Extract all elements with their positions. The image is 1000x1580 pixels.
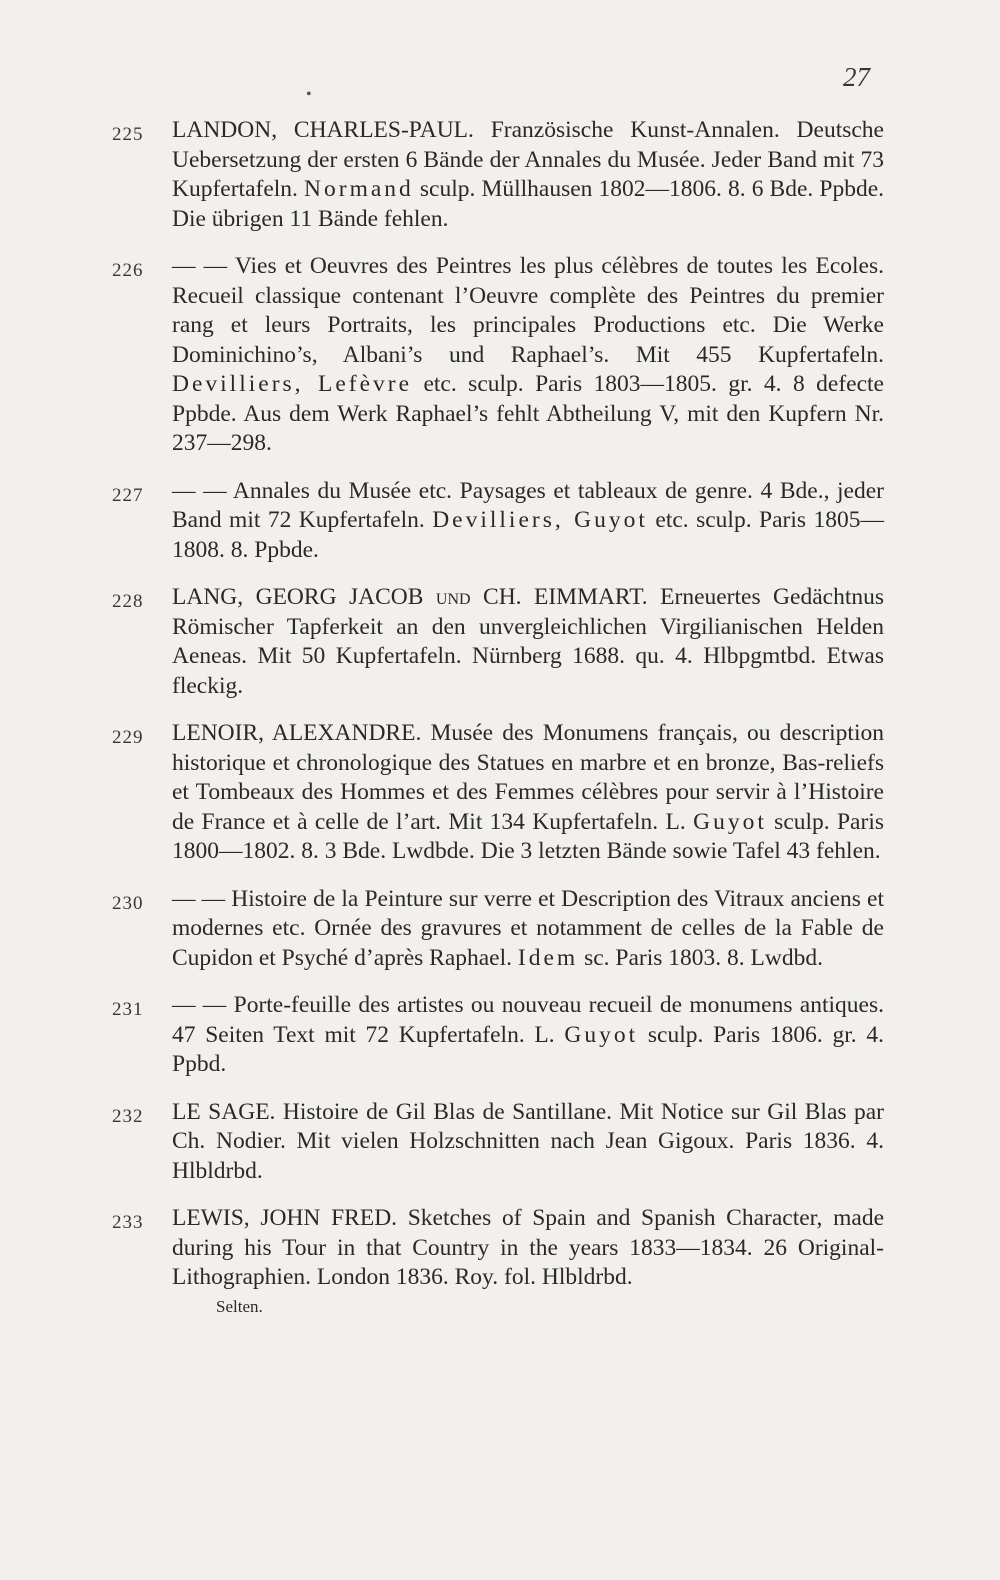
entry-text-part: Französische Kunst-Annalen. Deutsche Uebersetzung der ersten 6 Bände der Annales du Musée. Jeder Band mit 73 Kupfertafeln. [172,117,884,202]
entry-text-part: LEWIS, JOHN FRED. Sketches of Spain and Spanish Character, made during his Tour in that Country in the years 1833—1834. 26 Original-Lithographien. London 1836. Roy. fol. Hlbldrbd. [172,1205,884,1290]
catalog-entry [112,991,884,1080]
entry-note: Selten. [216,1296,263,1316]
entry-number: 232 [112,1105,144,1127]
entry-text [172,1204,884,1293]
entry-number: 231 [112,999,144,1020]
catalog-entry [112,583,884,701]
catalog-entries [112,116,884,1337]
engraver-name: Idem [517,944,579,971]
entry-number: 228 [112,591,144,612]
entry-text-part: LANG, GEORG JACOB [172,584,436,610]
entry-number: 229 [112,727,144,748]
entry-text [172,116,884,234]
catalog-entry [112,477,884,566]
engraver-name: Normand [304,176,414,202]
conjunction-text: und [435,584,471,610]
entry-number: 226 [112,260,144,281]
catalog-entry [112,885,884,974]
entry-text-part: sc. Paris 1803. 8. Lwdbd. [578,944,823,971]
catalog-entry [112,252,884,459]
entry-text-part: LANDON, CHARLES-PAUL. [172,117,491,143]
entry-text-part: sculp. Müllhausen 1802—1806. 8. 6 Bde. Ppbde. Die übrigen 11 Bände fehlen. [172,176,884,232]
catalog-entry [112,1098,884,1187]
entry-text [172,991,884,1080]
entry-text [172,1098,884,1187]
engraver-name: Devilliers, Guyot [432,507,648,533]
entry-number: 225 [112,124,144,145]
page-mark: • [306,86,312,103]
entry-text [172,477,884,566]
entry-text-part: — — Porte-feuille des artistes ou nouveau recueil de monumens antiques. 47 Seiten Text mit 72 Kupfertafeln. L. [172,992,884,1048]
entry-text-part: etc. sculp. Paris 1803—1805. gr. 4. 8 defecte Ppbde. Aus dem Werk Raphael’s fehlt Abtheilung V, mit den Kupfern Nr. 237—298. [172,371,884,456]
entry-text-part: LENOIR, ALEXANDRE. Musée des Monumens français, ou description historique et chronologique des Statues en marbre et en bronze, Bas-reliefs et Tombeaux des Hommes et des Femmes célèbres pour servir à l’Histoire de France et à celle de l’art. Mit 134 Kupfertafeln. L. [172,720,884,835]
entry-text [172,252,884,459]
entry-text-part: LE SAGE. Histoire de Gil Blas de Santillane. Mit Notice sur Gil Blas par Ch. Nodier. Mit vielen Holzschnitten nach Jean Gigoux. Paris 1836. 4. Hlbldrbd. [172,1098,884,1184]
page-number: 27 [843,62,870,92]
entry-text-part: sculp. Paris 1806. gr. 4. Ppbd. [172,1021,884,1077]
entry-text [172,719,884,867]
catalog-entry [112,116,884,234]
entry-text-part: etc. sculp. Paris 1805—1808. 8. Ppbde. [172,507,884,563]
entry-text-part: CH. EIMMART. Erneuertes Gedächtnus Römischer Tapferkeit an den unvergleichlichen Virgilianischen Helden Aeneas. Mit 50 Kupfertafeln. Nürnberg 1688. qu. 4. Hlbpgmtbd. Etwas fleckig. [172,584,884,699]
entry-text-part: — — Vies et Oeuvres des Peintres les plus célèbres de toutes les Ecoles. Recueil classique contenant l’Oeuvre complète des Peintres du premier rang et leurs Portraits, les principales Productions etc. Die Werke Dominichino’s, Albani’s und Raphael’s. Mit 455 Kupfertafeln. [172,253,884,368]
engraver-name: Guyot [693,808,767,835]
entry-text [172,583,884,701]
entry-text [172,885,884,974]
entry-number: 233 [112,1212,144,1233]
engraver-name: Guyot [564,1021,639,1048]
entry-number: 230 [112,892,144,914]
entry-text-part: sculp. Paris 1800—1802. 8. 3 Bde. Lwdbde. Die 3 letzten Bände sowie Tafel 43 fehlen. [172,808,884,864]
catalog-entry [112,1204,884,1319]
engraver-name: Devilliers, Lefèvre [172,371,413,397]
entry-text-part: — — Annales du Musée etc. Paysages et tableaux de genre. 4 Bde., jeder Band mit 72 Kupfertafeln. [172,477,884,533]
entry-text-part: — — Histoire de la Peinture sur verre et Description des Vitraux anciens et modernes etc. Ornée des gravures et notamment de celles de la Fable de Cupidon et Psyché d’après Raphael. [172,885,884,971]
entry-number: 227 [112,484,144,506]
catalog-entry [112,719,884,867]
